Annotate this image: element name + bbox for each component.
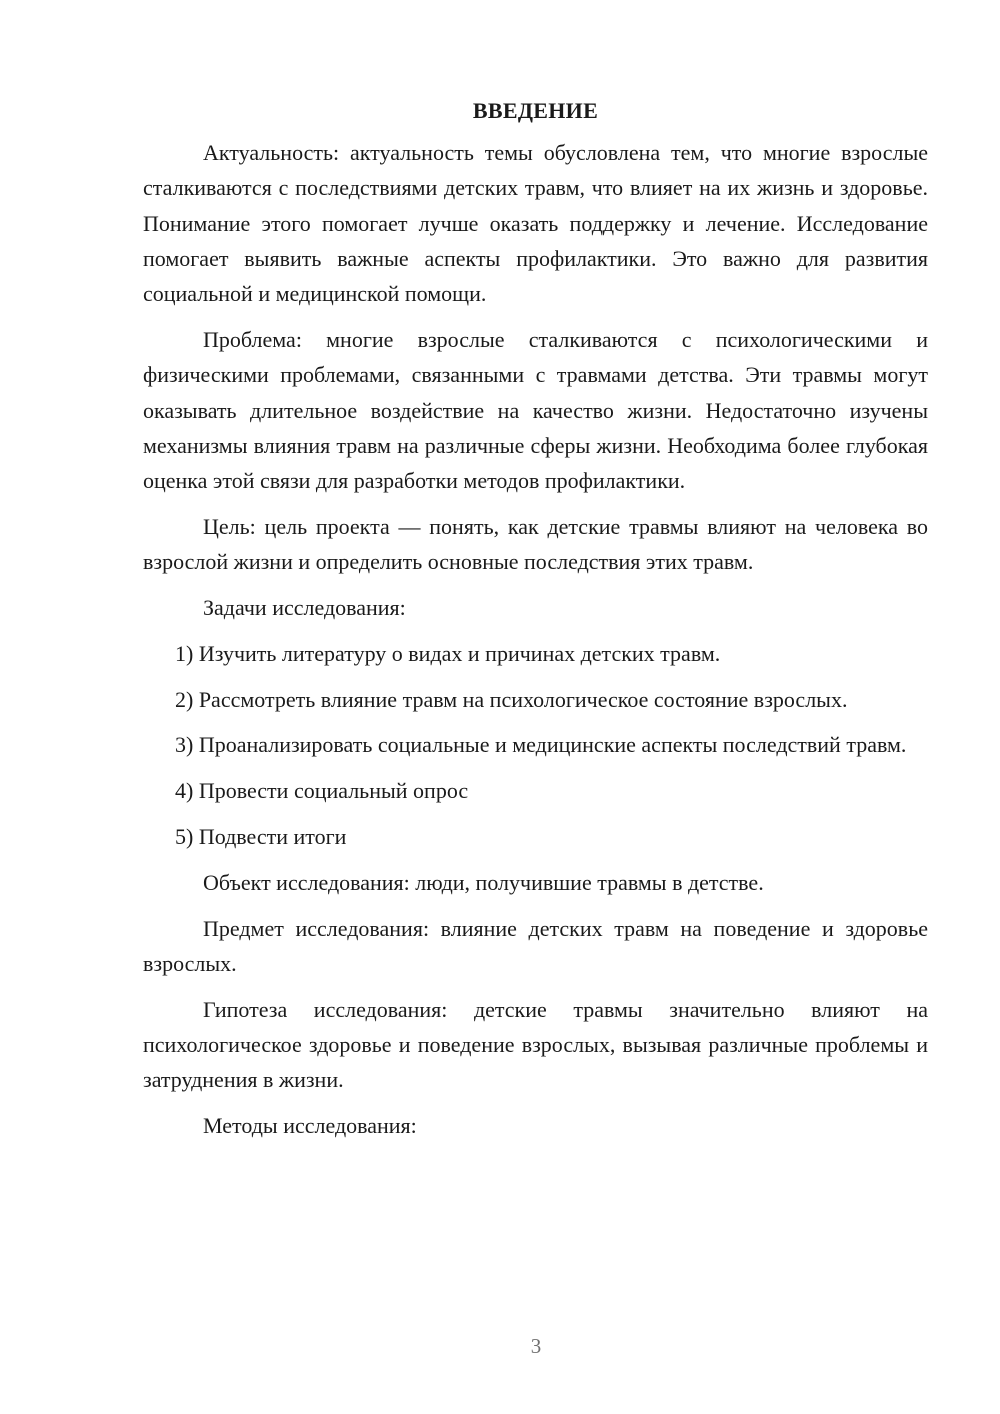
paragraph-object: Объект исследования: люди, получившие травмы в детстве. — [203, 869, 764, 895]
document-page — [143, 95, 928, 1154]
page-number: 3 — [530, 1334, 542, 1358]
paragraph-hypothesis: Гипотеза исследования: детские травмы значительно влияют на психологическое здоровье и поведение взрослых, вызывая различные проблемы и затруднения в жизни. — [143, 996, 928, 1093]
task-item-2: 2) Рассмотреть влияние травм на психологическое состояние взрослых. — [175, 686, 848, 712]
task-item-3: 3) Проанализировать социальные и медицинские аспекты последствий травм. — [175, 732, 907, 758]
paragraph-subject: Предмет исследования: влияние детских травм на поведение и здоровье взрослых. — [143, 915, 928, 976]
task-item-4: 4) Провести социальный опрос — [175, 778, 469, 804]
paragraph-problem: Проблема: многие взрослые сталкиваются с психологическими и физическими проблемами, связанными с травмами детства. Эти травмы могут оказывать длительное воздействие на качество жизни. Недостаточно изучены механизмы влияния травм на различные сферы жизни. Необходима более глубокая оценка этой связи для разработки методов профилактики. — [143, 326, 928, 494]
task-item-1: 1) Изучить литературу о видах и причинах детских травм. — [175, 640, 721, 666]
paragraph-tasks-heading: Задачи исследования: — [203, 595, 406, 621]
task-item-5: 5) Подвести итоги — [175, 824, 347, 850]
paragraph-methods-heading: Методы исследования: — [203, 1113, 417, 1139]
paragraph-relevance: Актуальность: актуальность темы обусловлена тем, что многие взрослые сталкиваются с последствиями детских травм, что влияет на их жизнь и здоровье. Понимание этого помогает лучше оказать поддержку и лечение. Исследование помогает выявить важные аспекты профилактики. Это важно для развития социальной и медицинской помощи. — [143, 140, 928, 307]
section-title: ВВЕДЕНИЕ — [472, 98, 599, 123]
paragraph-goal: Цель: цель проекта — понять, как детские травмы влияют на человека во взрослой жизни и определить основные последствия этих травм. — [143, 513, 928, 575]
